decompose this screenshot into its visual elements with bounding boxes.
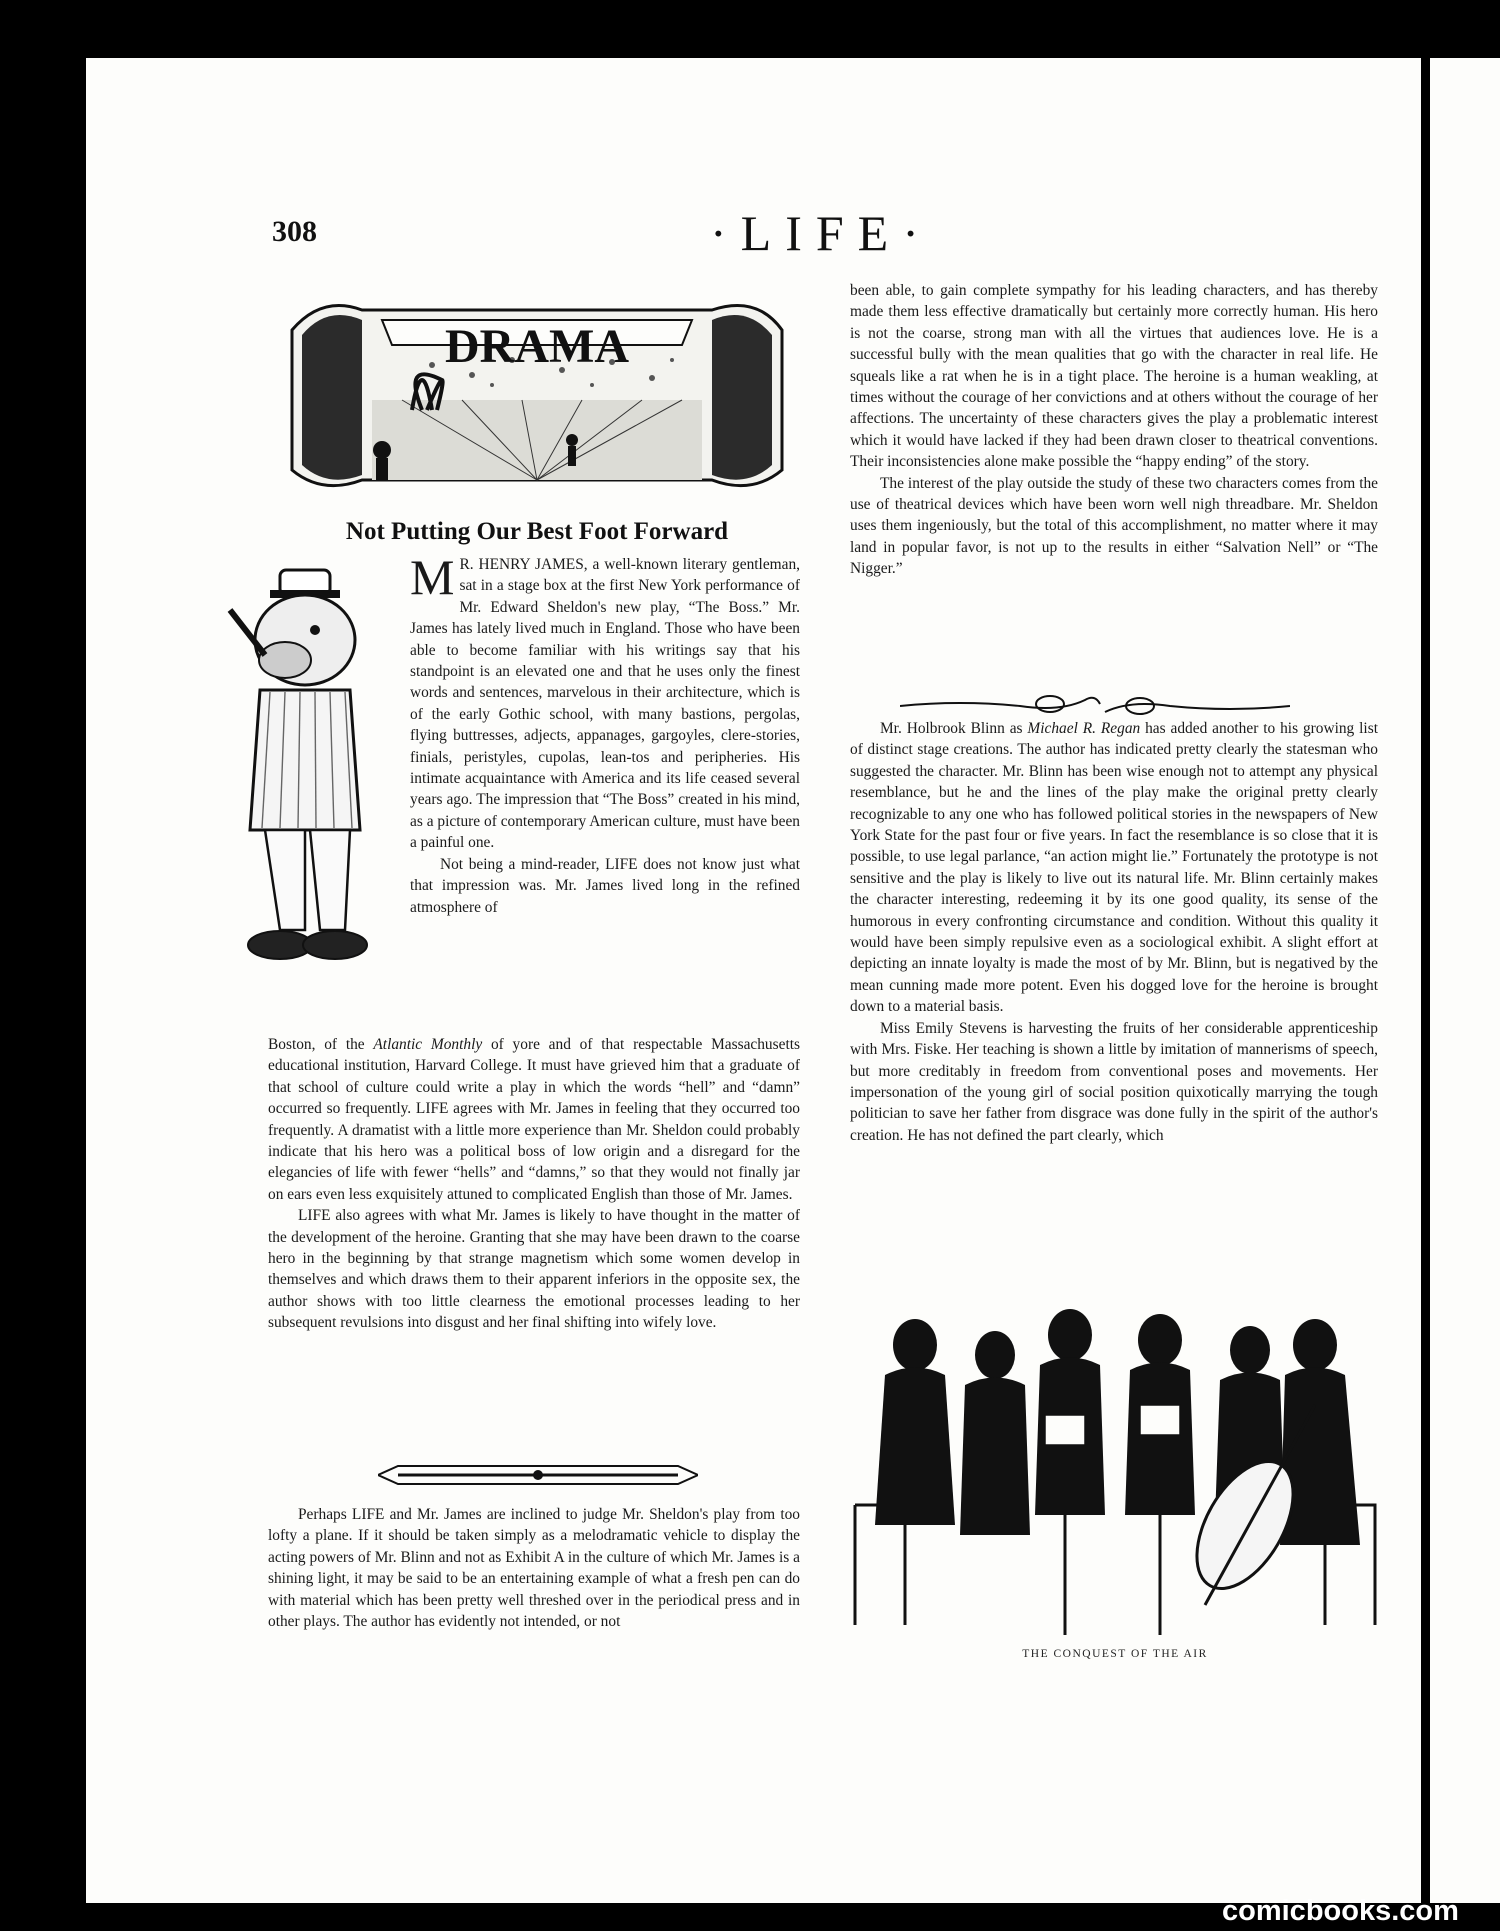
article-right-top: [850, 280, 1378, 580]
boss-caricature-illustration: [210, 560, 395, 970]
page-number: 308: [272, 215, 317, 248]
article-paragraph-3: LIFE also agrees with what Mr. James is likely to have thought in the matter of the development of the heroine. Granting that she may have been drawn to the coarse hero in the beginning by that strange magnetism which some women develop in themselves and which draws them to their apparent inferiors in the opposite sex, the author shows with too little clearness the emotional processes leading to her subsequent revulsions into disgust and her final shifting into wifely love.: [268, 1207, 800, 1332]
character-name: Michael R. Regan: [1027, 720, 1141, 737]
masthead: ·LIFE·: [710, 205, 933, 261]
drama-banner-illustration: [282, 290, 792, 500]
article-right-middle: [850, 718, 1378, 1146]
illustration-caption: THE CONQUEST OF THE AIR: [1022, 1648, 1208, 1660]
article-right-paragraph-4: Miss Emily Stevens is harvesting the fruits of her considerable apprenticeship with Mrs. Fiske. Her teaching is shown a little by imitation of mannerisms of speech, but more creditably in freedom from conventional poses and movements. Her impersonation of the young girl of social position quixotically marrying the tough politician to save her father from disgrace was done fully in the spirit of the author's creation. He has not defined the part clearly, which: [850, 1019, 1378, 1144]
article-left-full-width: [268, 1034, 800, 1334]
atlantic-monthly-title: Atlantic Monthly: [373, 1036, 483, 1053]
drama-banner-title: DRAMA: [445, 320, 629, 373]
section-divider-ornament: [378, 1462, 698, 1488]
article-paragraph-2-continued: [268, 1034, 800, 1205]
article-right-paragraph-2: The interest of the play outside the study of these two characters comes from the use of theatrical devices which have been worn well nigh threadbare. Mr. Sheldon uses them ingeniously, but the total of this accomplishment, no matter where it may land in popular favor, is not up to the results in either “Salvation Nell” or “The Nigger.”: [850, 474, 1378, 578]
article-left-bottom: [268, 1504, 800, 1632]
article-right-paragraph-3: [850, 718, 1378, 1018]
orchestra-cartoon-illustration: [845, 1305, 1385, 1650]
article-intro-wrapped: [410, 549, 800, 918]
article-paragraph-4: Perhaps LIFE and Mr. James are inclined to judge Mr. Sheldon's play from too lofty a plane. If it should be taken simply as a melodramatic vehicle to display the acting powers of Mr. Blinn and not as Exhibit A in the culture of which Mr. James is a shining light, it may be said to be an entertaining example of what a fresh pen can do with material which has been pretty well threshed over in the periodical press and in other plays. The author has evidently not intended, or not: [268, 1506, 800, 1631]
paragraph-3-text-b: has added another to his growing list of distinct stage creations. The author has indicated pretty clearly the statesman who suggested the character. Mr. Blinn has been wise enough not to attempt any physical resemblance, but he and the lines of the play make the original pretty clearly recognizable to any one who has followed political stories in the newspapers of New York State for the past four or five years. In fact the resemblance is so close that it is possible, to use legal parlance, “an action might lie.” Fortunately the prototype is not sensitive and the play is likely to live out its natural life. Mr. Blinn certainly makes the character interesting, redeeming it by its one good quality, its sense of the humorous in every confronting circumstance and condition. Without this quality it would have been simply repulsive even as a sociological exhibit. A slight effort at depicting an innate loyalty is made the most of by Mr. Blinn, but is negatived by the mean cunning made more potent. Even his dogged love for the heroine is brought down to a material basis.: [850, 720, 1378, 1016]
article-headline: Not Putting Our Best Foot Forward: [345, 518, 729, 545]
paragraph-2-text-b: of yore and of that respectable Massachusetts educational institution, Harvard College. It must have grieved him that a graduate of that school of culture could write a play in which the words “hell” and “damn” occurred so frequently. LIFE agrees with Mr. James in feeling that they occurred too frequently. A dramatist with a little more experience than Mr. Sheldon could probably indicate that his hero was a political boss of low origin and a disregard for the elegancies of life with fewer “hells” and “damns,” so that they would not finally jar on ears even less exquisitely attuned to complicated English than those of Mr. James.: [268, 1036, 800, 1203]
site-watermark: comicbooks.com: [1222, 1895, 1459, 1927]
section-divider-ornament-right: [900, 690, 1290, 720]
paragraph-3-text-a: Mr. Holbrook Blinn as: [880, 720, 1028, 737]
adjacent-page-edge: [1430, 58, 1500, 1903]
paragraph-2-text-a: Boston, of the: [268, 1036, 374, 1053]
article-paragraph-2-start: Not being a mind-reader, LIFE does not know just what that impression was. Mr. James lived long in the refined atmosphere of: [410, 855, 800, 916]
article-right-paragraph-1: been able, to gain complete sympathy for his leading characters, and has thereby made them less effective dramatically but certainly more correctly human. His hero is not the coarse, strong man with all the virtues that audiences love. He is a successful bully with the mean qualities that go with the character in real life. He squeals like a rat when he is in a tight place. The heroine is a human weakling, at times without the courage of her convictions and at others without the courage of her affections. The uncertainty of these characters gives the play a problematic interest which it would have lacked if they had been drawn closer to theatrical conventions. Their inconsistencies alone make possible the “happy ending” of the story.: [850, 282, 1378, 471]
article-paragraph-1: [410, 549, 800, 854]
drop-cap: M: [410, 549, 455, 605]
paragraph-1-text: R. HENRY JAMES, a well-known literary gentleman, sat in a stage box at the first New York performance of Mr. Edward Sheldon's new play, “The Boss.” Mr. James has lately lived much in England. Those who have been able to become familiar with his writings say that his standpoint is an elevated one and that he uses only the finest words and sentences, marvelous in their architecture, which is of the early Gothic school, with many bastions, pergolas, flying buttresses, adjects, appanages, gargoyles, clere-stories, finials, peristyles, cupolas, lean-tos and peripheries. His intimate acquaintance with America and its life ceased several years ago. The impression that “The Boss” created in his mind, as a picture of contemporary American culture, must have been a painful one.: [410, 556, 800, 852]
